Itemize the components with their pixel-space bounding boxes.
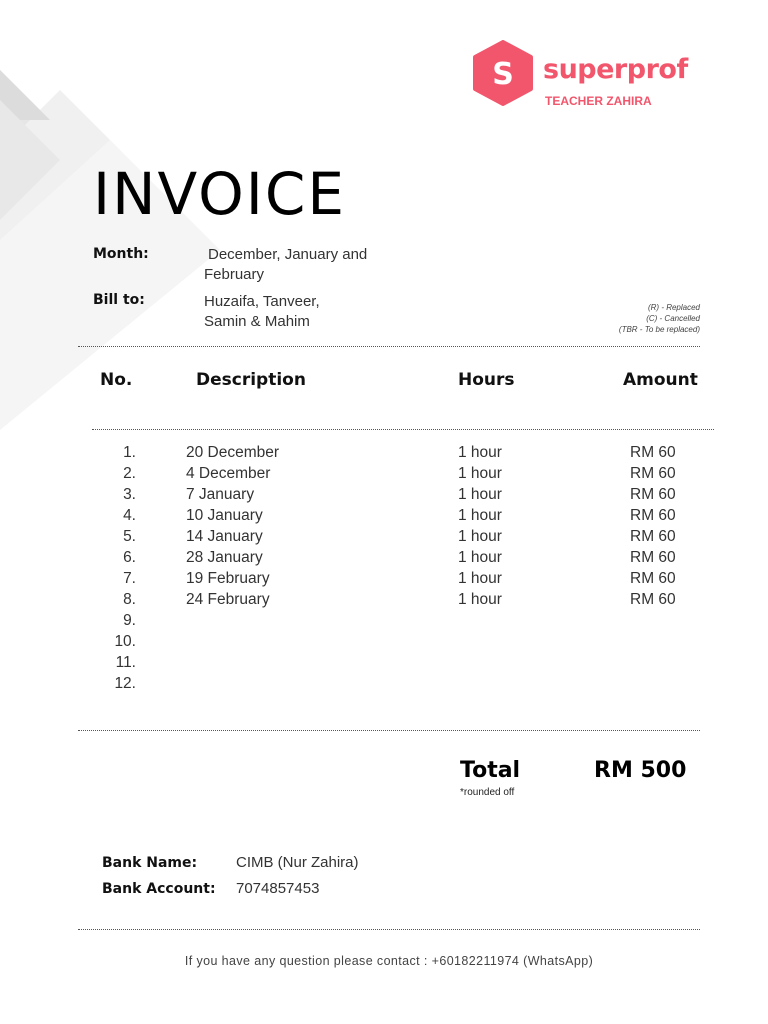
row-no: 11. [115,654,136,671]
table-row [0,549,768,570]
row-hours: 1 hour [458,444,502,461]
logo-letter: S [492,57,514,92]
header-no: No. [100,370,133,390]
row-amount: RM 60 [630,444,676,461]
header-amount: Amount [623,370,698,390]
row-no: 7. [123,570,136,587]
table-row [0,528,768,549]
row-hours: 1 hour [458,570,502,587]
bill-to-line2: Samin & Mahim [204,313,310,330]
divider [92,429,714,430]
row-description: 28 January [186,549,263,566]
month-value [204,245,367,285]
status-legend [619,302,700,335]
table-row [0,654,768,675]
bank-account-value: 7074857453 [236,880,320,897]
header-hours: Hours [458,370,515,390]
row-amount: RM 60 [630,591,676,608]
background-decoration [0,0,260,460]
table-row [0,507,768,528]
table-row [0,675,768,696]
row-hours: 1 hour [458,528,502,545]
divider [78,730,700,731]
row-amount: RM 60 [630,528,676,545]
legend-to-be-replaced: (TBR - To be replaced) [618,325,700,334]
row-no: 4. [123,507,136,524]
bill-to-value [204,292,320,332]
table-row [0,570,768,591]
row-no: 3. [123,486,136,503]
table-row [0,612,768,633]
row-amount: RM 60 [630,570,676,587]
row-hours: 1 hour [458,549,502,566]
brand-name: superprof [543,54,688,85]
row-description: 10 January [186,507,263,524]
row-hours: 1 hour [458,507,502,524]
legend-cancelled: (C) - Cancelled [646,314,700,323]
table-row [0,633,768,654]
row-no: 5. [123,528,136,545]
row-description: 19 February [186,570,270,587]
row-amount: RM 60 [630,486,676,503]
divider [78,929,700,930]
bank-name-label: Bank Name: [102,855,198,871]
invoice-table-body [0,444,768,696]
row-amount: RM 60 [630,549,676,566]
row-no: 1. [123,444,136,461]
row-hours: 1 hour [458,486,502,503]
total-value: RM 500 [594,758,687,783]
row-no: 6. [123,549,136,566]
page-title: INVOICE [93,160,347,228]
row-hours: 1 hour [458,591,502,608]
brand-subtitle: TEACHER ZAHIRA [545,94,652,108]
legend-replaced: (R) - Replaced [647,303,700,312]
footer-contact: If you have any question please contact : +60182211974 (WhatsApp) [184,954,594,968]
bank-account-label: Bank Account: [102,881,216,897]
bill-to-line1: Huzaifa, Tanveer, [204,293,320,310]
row-description: 14 January [186,528,263,545]
row-no: 2. [123,465,136,482]
row-description: 4 December [186,465,271,482]
row-hours: 1 hour [458,465,502,482]
month-label: Month: [93,246,149,262]
table-row [0,591,768,612]
row-description: 24 February [186,591,270,608]
row-no: 12. [114,675,136,692]
row-amount: RM 60 [630,507,676,524]
row-description: 7 January [186,486,255,503]
total-label: Total [460,758,521,783]
row-description: 20 December [186,444,280,461]
table-row [0,486,768,507]
bank-name-value: CIMB (Nur Zahira) [236,854,359,871]
divider [78,346,700,347]
row-no: 10. [114,633,136,650]
table-row [0,465,768,486]
month-value-line1: December, January and [208,246,368,263]
bill-to-label: Bill to: [93,292,145,308]
row-no: 8. [123,591,136,608]
rounded-note: *rounded off [460,787,515,798]
month-value-line2: February [204,266,265,283]
table-row [0,444,768,465]
superprof-logo-icon [471,40,535,106]
row-amount: RM 60 [630,465,676,482]
row-no: 9. [123,612,136,629]
header-description: Description [196,370,306,390]
